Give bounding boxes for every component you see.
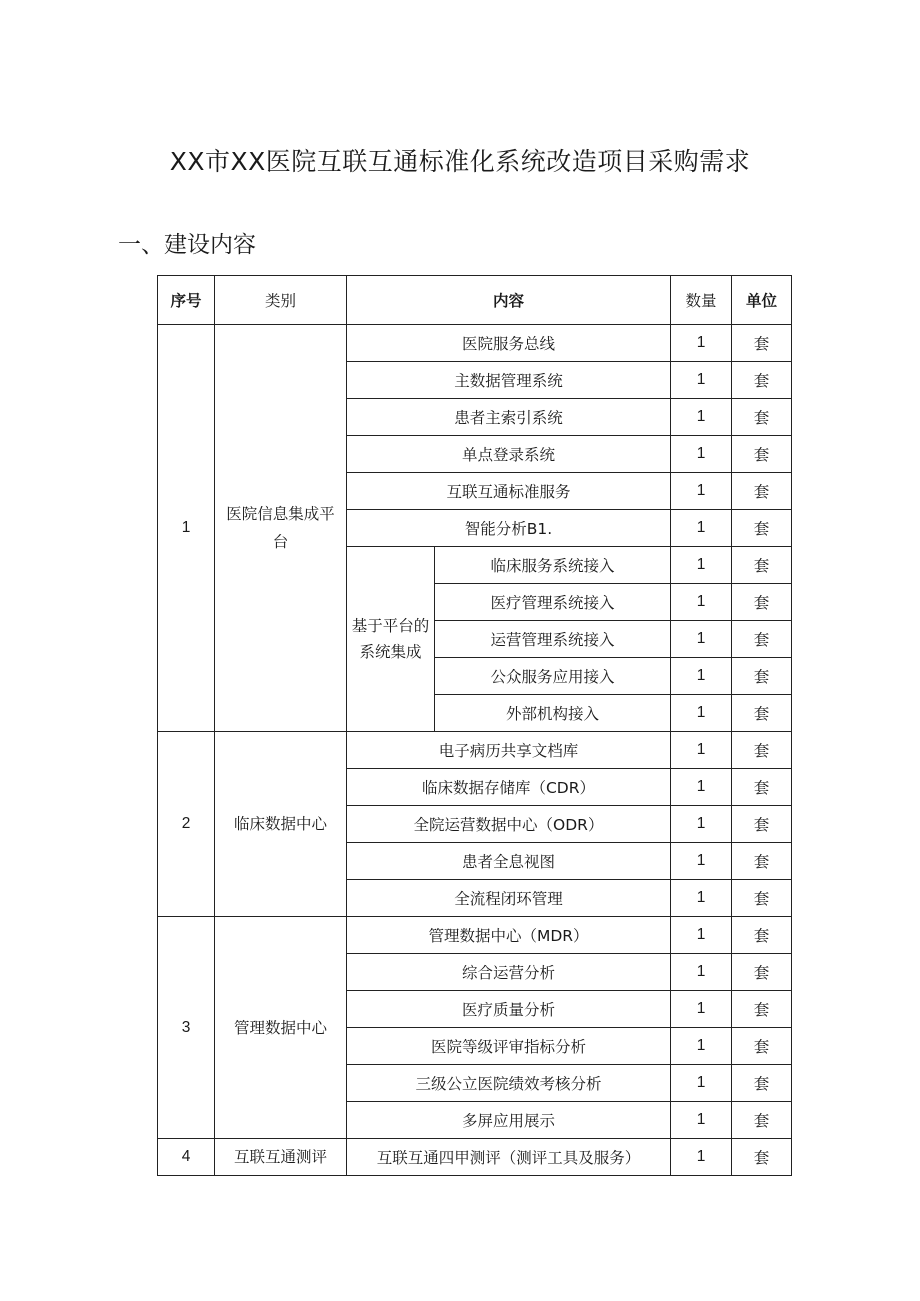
qty-cell: 1 xyxy=(671,362,732,399)
content-cell: 三级公立医院绩效考核分析 xyxy=(347,1065,671,1102)
unit-cell: 套 xyxy=(732,436,792,473)
unit-cell: 套 xyxy=(732,584,792,621)
category-cell: 互联互通测评 xyxy=(215,1139,347,1176)
unit-cell: 套 xyxy=(732,362,792,399)
unit-cell: 套 xyxy=(732,880,792,917)
unit-cell: 套 xyxy=(732,325,792,362)
qty-cell: 1 xyxy=(671,917,732,954)
table-row xyxy=(158,325,792,362)
unit-cell: 套 xyxy=(732,1102,792,1139)
header-qty: 数量 xyxy=(671,276,732,325)
qty-cell: 1 xyxy=(671,584,732,621)
unit-cell: 套 xyxy=(732,658,792,695)
qty-cell: 1 xyxy=(671,806,732,843)
unit-cell: 套 xyxy=(732,917,792,954)
table-row xyxy=(158,1139,792,1176)
unit-cell: 套 xyxy=(732,769,792,806)
content-cell: 外部机构接入 xyxy=(435,695,671,732)
content-cell: 智能分析B1. xyxy=(347,510,671,547)
unit-cell: 套 xyxy=(732,695,792,732)
unit-cell: 套 xyxy=(732,510,792,547)
table-row xyxy=(158,917,792,954)
unit-cell: 套 xyxy=(732,621,792,658)
unit-cell: 套 xyxy=(732,954,792,991)
content-cell: 公众服务应用接入 xyxy=(435,658,671,695)
unit-cell: 套 xyxy=(732,1028,792,1065)
seq-cell: 1 xyxy=(158,325,215,732)
header-unit: 单位 xyxy=(732,276,792,325)
content-cell: 全院运营数据中心（ODR） xyxy=(347,806,671,843)
unit-cell: 套 xyxy=(732,399,792,436)
content-cell: 单点登录系统 xyxy=(347,436,671,473)
qty-cell: 1 xyxy=(671,954,732,991)
category-cell: 临床数据中心 xyxy=(215,732,347,917)
qty-cell: 1 xyxy=(671,1139,732,1176)
seq-cell: 3 xyxy=(158,917,215,1139)
content-cell: 运营管理系统接入 xyxy=(435,621,671,658)
category-cell: 医院信息集成平台 xyxy=(215,325,347,732)
unit-cell: 套 xyxy=(732,806,792,843)
content-cell: 临床服务系统接入 xyxy=(435,547,671,584)
content-cell: 电子病历共享文档库 xyxy=(347,732,671,769)
content-cell: 医疗质量分析 xyxy=(347,991,671,1028)
content-cell: 医院服务总线 xyxy=(347,325,671,362)
content-cell: 医疗管理系统接入 xyxy=(435,584,671,621)
content-cell: 患者全息视图 xyxy=(347,843,671,880)
seq-cell: 4 xyxy=(158,1139,215,1176)
unit-cell: 套 xyxy=(732,732,792,769)
unit-cell: 套 xyxy=(732,991,792,1028)
qty-cell: 1 xyxy=(671,732,732,769)
unit-cell: 套 xyxy=(732,473,792,510)
content-cell: 主数据管理系统 xyxy=(347,362,671,399)
unit-cell: 套 xyxy=(732,1065,792,1102)
subcategory-cell: 基于平台的系统集成 xyxy=(347,547,435,732)
content-cell: 综合运营分析 xyxy=(347,954,671,991)
qty-cell: 1 xyxy=(671,1065,732,1102)
section-heading: 一、建设内容 xyxy=(118,232,256,258)
content-cell: 互联互通标准服务 xyxy=(347,473,671,510)
qty-cell: 1 xyxy=(671,510,732,547)
header-category: 类别 xyxy=(215,276,347,325)
unit-cell: 套 xyxy=(732,1139,792,1176)
content-cell: 医院等级评审指标分析 xyxy=(347,1028,671,1065)
qty-cell: 1 xyxy=(671,843,732,880)
qty-cell: 1 xyxy=(671,621,732,658)
qty-cell: 1 xyxy=(671,880,732,917)
category-cell: 管理数据中心 xyxy=(215,917,347,1139)
qty-cell: 1 xyxy=(671,325,732,362)
content-cell: 管理数据中心（MDR） xyxy=(347,917,671,954)
qty-cell: 1 xyxy=(671,436,732,473)
qty-cell: 1 xyxy=(671,1102,732,1139)
content-cell: 患者主索引系统 xyxy=(347,399,671,436)
content-cell: 多屏应用展示 xyxy=(347,1102,671,1139)
qty-cell: 1 xyxy=(671,769,732,806)
qty-cell: 1 xyxy=(671,1028,732,1065)
table-row xyxy=(158,732,792,769)
header-content: 内容 xyxy=(347,276,671,325)
qty-cell: 1 xyxy=(671,547,732,584)
qty-cell: 1 xyxy=(671,695,732,732)
qty-cell: 1 xyxy=(671,658,732,695)
content-cell: 全流程闭环管理 xyxy=(347,880,671,917)
qty-cell: 1 xyxy=(671,473,732,510)
header-seq: 序号 xyxy=(158,276,215,325)
document-title: XX市XX医院互联互通标准化系统改造项目采购需求 xyxy=(169,147,751,176)
content-cell: 互联互通四甲测评（测评工具及服务） xyxy=(347,1139,671,1176)
content-cell: 临床数据存储库（CDR） xyxy=(347,769,671,806)
seq-cell: 2 xyxy=(158,732,215,917)
qty-cell: 1 xyxy=(671,991,732,1028)
procurement-table xyxy=(157,275,792,1176)
table-header-row xyxy=(158,276,792,325)
unit-cell: 套 xyxy=(732,547,792,584)
qty-cell: 1 xyxy=(671,399,732,436)
unit-cell: 套 xyxy=(732,843,792,880)
